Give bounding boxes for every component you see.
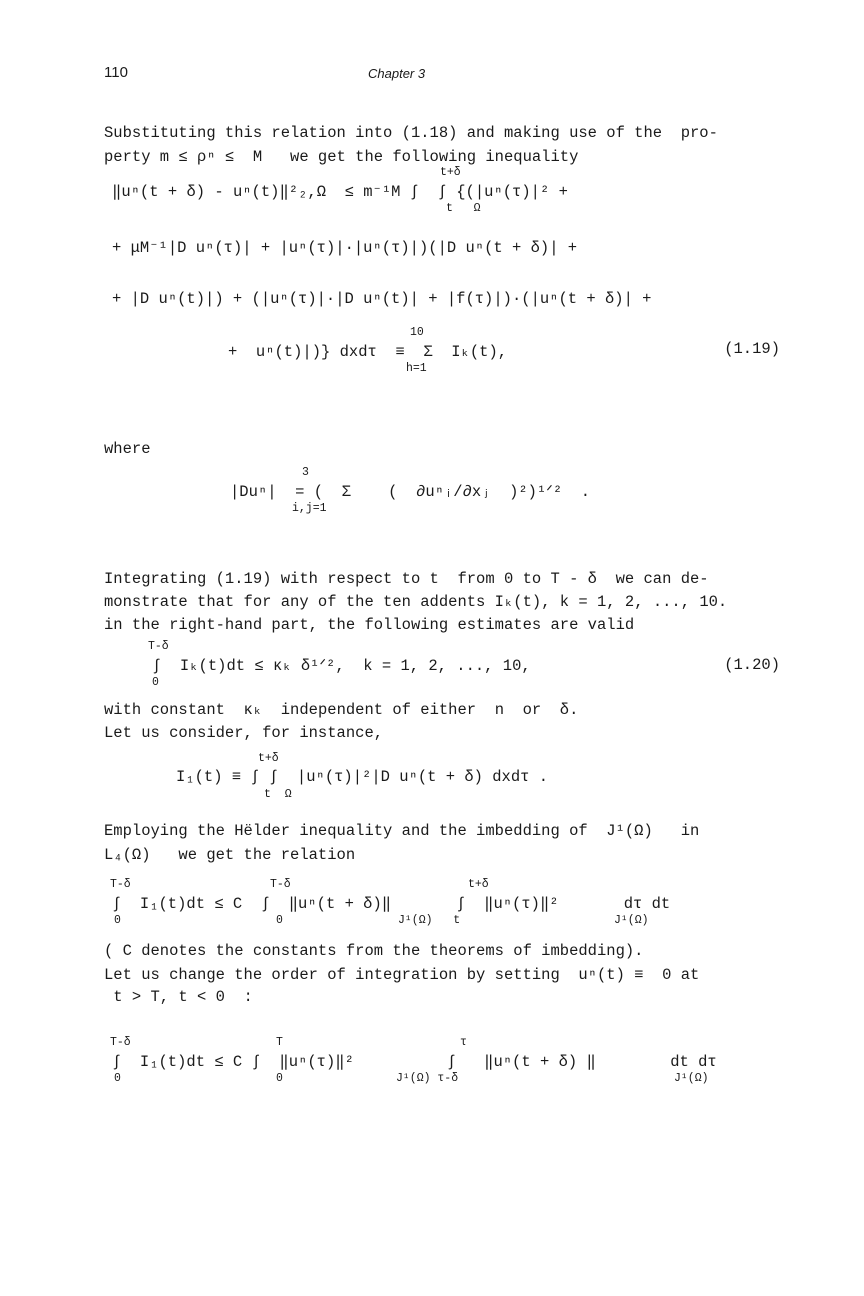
equation-1-19-line-3: + |D uⁿ(t)|) + (|uⁿ(τ)|·|D uⁿ(t)| + |f(τ)|)·(|uⁿ(t + δ)| + xyxy=(112,290,652,308)
integral-upper-limit: T xyxy=(276,1036,283,1049)
paragraph-line: Integrating (1.19) with respect to t from 0 to T - δ we can de- xyxy=(104,570,709,588)
equation-1-19-line-1: ‖uⁿ(t + δ) - uⁿ(t)‖²₂,Ω ≤ m⁻¹M ∫ ∫ {(|uⁿ(τ)|² + xyxy=(112,183,568,201)
i1-definition: I₁(t) ≡ ∫ ∫ |uⁿ(τ)|²|D uⁿ(t + δ) dxdτ . xyxy=(176,768,549,786)
integral-upper-limit: t+δ xyxy=(440,166,461,179)
paragraph-line: Employing the Hëlder inequality and the imbedding of J¹(Ω) in xyxy=(104,822,700,840)
integral-lower-limit: 0 xyxy=(276,914,283,927)
integral-upper-limit: T-δ xyxy=(270,878,291,891)
integral-lower-limit: 0 xyxy=(152,676,159,689)
equation-number: (1.20) xyxy=(724,656,780,674)
du-definition: |Duⁿ| = ( Σ ( ∂uⁿᵢ/∂xⱼ )²)¹ᐟ² . xyxy=(230,483,591,501)
integral-upper-limit: t+δ xyxy=(468,878,489,891)
integral-lower-limit: 0 xyxy=(276,1072,283,1085)
paragraph-line: L₄(Ω) we get the relation xyxy=(104,846,356,864)
paragraph-line: t > T, t < 0 : xyxy=(104,988,253,1006)
integral-lower-limit: J¹(Ω) τ-δ xyxy=(396,1072,459,1085)
integral-lower-limit: J¹(Ω) t xyxy=(398,914,461,927)
paragraph-line: where xyxy=(104,440,151,458)
integral-lower-limit: 0 xyxy=(114,914,121,927)
page-number: 110 xyxy=(104,64,128,81)
integral-lower-limit: 0 xyxy=(114,1072,121,1085)
integral-lower-limit: t Ω xyxy=(264,788,292,801)
sum-lower-limit: h=1 xyxy=(406,362,427,375)
paragraph-line: monstrate that for any of the ten addents Iₖ(t), k = 1, 2, ..., 10. xyxy=(104,593,728,611)
paragraph-line: in the right-hand part, the following estimates are valid xyxy=(104,616,635,634)
chapter-header: Chapter 3 xyxy=(368,66,426,81)
paragraph-line: perty m ≤ ρⁿ ≤ M we get the following inequality xyxy=(104,148,579,166)
sum-upper-limit: 10 xyxy=(410,326,424,339)
equation-1-20: ∫ Iₖ(t)dt ≤ κₖ δ¹ᐟ², k = 1, 2, ..., 10, xyxy=(152,657,531,675)
integral-lower-limit: t Ω xyxy=(446,202,481,215)
paragraph-line: Let us consider, for instance, xyxy=(104,724,384,742)
integral-upper-limit: t+δ xyxy=(258,752,279,765)
paragraph-line: ( C denotes the constants from the theorems of imbedding). xyxy=(104,942,644,960)
paragraph-line: Substituting this relation into (1.18) and making use of the pro- xyxy=(104,124,718,142)
equation-number: (1.19) xyxy=(724,340,780,358)
holder-relation: ∫ I₁(t)dt ≤ C ∫ ‖uⁿ(t + δ)‖ ∫ ‖uⁿ(τ)‖² dτ dt xyxy=(112,895,671,913)
integral-upper-limit: T-δ xyxy=(110,878,131,891)
equation-1-19-line-2: + μM⁻¹|D uⁿ(τ)| + |uⁿ(τ)|·|uⁿ(τ)|)(|D uⁿ(t + δ)| + xyxy=(112,239,578,257)
norm-subscript: J¹(Ω) xyxy=(674,1072,709,1085)
sum-lower-limit: i,j=1 xyxy=(292,502,327,515)
norm-subscript: J¹(Ω) xyxy=(614,914,649,927)
paragraph-line: with constant κₖ independent of either n or δ. xyxy=(104,701,579,719)
last-relation: ∫ I₁(t)dt ≤ C ∫ ‖uⁿ(τ)‖² ∫ ‖uⁿ(t + δ) ‖ dt dτ xyxy=(112,1053,717,1071)
integral-upper-limit: T-δ xyxy=(110,1036,131,1049)
sum-upper-limit: 3 xyxy=(302,466,309,479)
paragraph-line: Let us change the order of integration by setting uⁿ(t) ≡ 0 at xyxy=(104,966,700,984)
integral-upper-limit: T-δ xyxy=(148,640,169,653)
integral-upper-limit: τ xyxy=(460,1036,467,1049)
equation-1-19-line-4: + uⁿ(t)|)} dxdτ ≡ Σ Iₖ(t), xyxy=(228,343,508,361)
